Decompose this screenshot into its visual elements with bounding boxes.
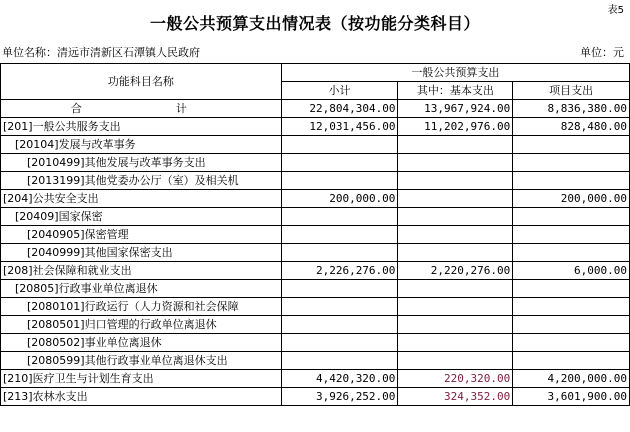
row-subtotal: 4,420,320.00 [281,370,398,388]
row-basic: 324,352.00 [398,388,513,406]
row-name: [2080101]行政运行（人力资源和社会保障 [1,298,282,316]
table-row [1,370,630,388]
row-basic: 2,220,276.00 [398,262,513,280]
row-name: [2080599]其他行政事业单位离退休支出 [1,352,282,370]
header-basic: 其中：基本支出 [398,82,513,100]
table-row [1,226,630,244]
table-row [1,244,630,262]
unit-info-line [0,44,630,60]
row-basic [398,280,513,298]
row-subtotal [281,208,398,226]
row-project: 8,836,380.00 [513,100,630,118]
row-project [513,298,630,316]
row-name: [20409]国家保密 [1,208,282,226]
row-name: [2040905]保密管理 [1,226,282,244]
row-subtotal [281,280,398,298]
row-project [513,136,630,154]
row-project [513,334,630,352]
row-subtotal [281,172,398,190]
row-basic: 220,320.00 [398,370,513,388]
row-project [513,208,630,226]
table-row [1,118,630,136]
row-subtotal: 22,804,304.00 [281,100,398,118]
row-project: 200,000.00 [513,190,630,208]
table-row [1,208,630,226]
row-subtotal [281,334,398,352]
row-name: [20104]发展与改革事务 [1,136,282,154]
header-subtotal: 小计 [281,82,398,100]
table-row [1,262,630,280]
row-project: 828,480.00 [513,118,630,136]
expenditure-table [0,63,630,406]
row-basic [398,154,513,172]
unit-name-label: 单位名称：清远市清新区石潭镇人民政府 [2,46,200,59]
table-row [1,334,630,352]
header-func-col: 功能科目名称 [1,64,282,100]
currency-unit-label: 单位：元 [580,46,624,59]
row-project [513,172,630,190]
row-project [513,316,630,334]
row-project: 4,200,000.00 [513,370,630,388]
row-project [513,226,630,244]
row-name: [2080501]归口管理的行政单位离退休 [1,316,282,334]
table-row [1,280,630,298]
row-name: [213]农林水支出 [1,388,282,406]
row-name: [2080502]事业单位离退休 [1,334,282,352]
row-name: [208]社会保障和就业支出 [1,262,282,280]
row-subtotal: 3,926,252.00 [281,388,398,406]
row-basic [398,298,513,316]
row-basic: 11,202,976.00 [398,118,513,136]
table-row-total [1,100,630,118]
row-name: [2013199]其他党委办公厅（室）及相关机 [1,172,282,190]
row-project [513,280,630,298]
page-title: 一般公共预算支出情况表（按功能分类科目） [149,14,480,33]
table-row [1,316,630,334]
row-basic [398,352,513,370]
row-basic [398,334,513,352]
row-project [513,352,630,370]
row-name: [2010499]其他发展与改革事务支出 [1,154,282,172]
table-row [1,352,630,370]
row-basic [398,316,513,334]
row-project [513,244,630,262]
header-project: 项目支出 [513,82,630,100]
row-name: 合 计 [1,100,282,118]
row-name: [201]一般公共服务支出 [1,118,282,136]
row-subtotal [281,136,398,154]
table-row [1,154,630,172]
row-subtotal [281,298,398,316]
row-basic [398,208,513,226]
row-project: 6,000.00 [513,262,630,280]
row-basic [398,244,513,262]
header-group: 一般公共预算支出 [281,64,629,82]
row-subtotal [281,226,398,244]
table-row [1,136,630,154]
row-project: 3,601,900.00 [513,388,630,406]
row-subtotal: 12,031,456.00 [281,118,398,136]
row-name: [2040999]其他国家保密支出 [1,244,282,262]
row-subtotal [281,244,398,262]
table-row [1,298,630,316]
row-subtotal [281,154,398,172]
table-row [1,388,630,406]
row-basic [398,172,513,190]
row-basic [398,136,513,154]
table-row [1,172,630,190]
table-number-tag: 表5 [607,5,624,16]
row-subtotal: 2,226,276.00 [281,262,398,280]
row-name: [20805]行政事业单位离退休 [1,280,282,298]
row-project [513,154,630,172]
row-name: [204]公共安全支出 [1,190,282,208]
row-subtotal [281,316,398,334]
table-row [1,190,630,208]
row-subtotal [281,352,398,370]
row-basic: 13,967,924.00 [398,100,513,118]
row-basic [398,190,513,208]
row-basic [398,226,513,244]
row-subtotal: 200,000.00 [281,190,398,208]
row-name: [210]医疗卫生与计划生育支出 [1,370,282,388]
